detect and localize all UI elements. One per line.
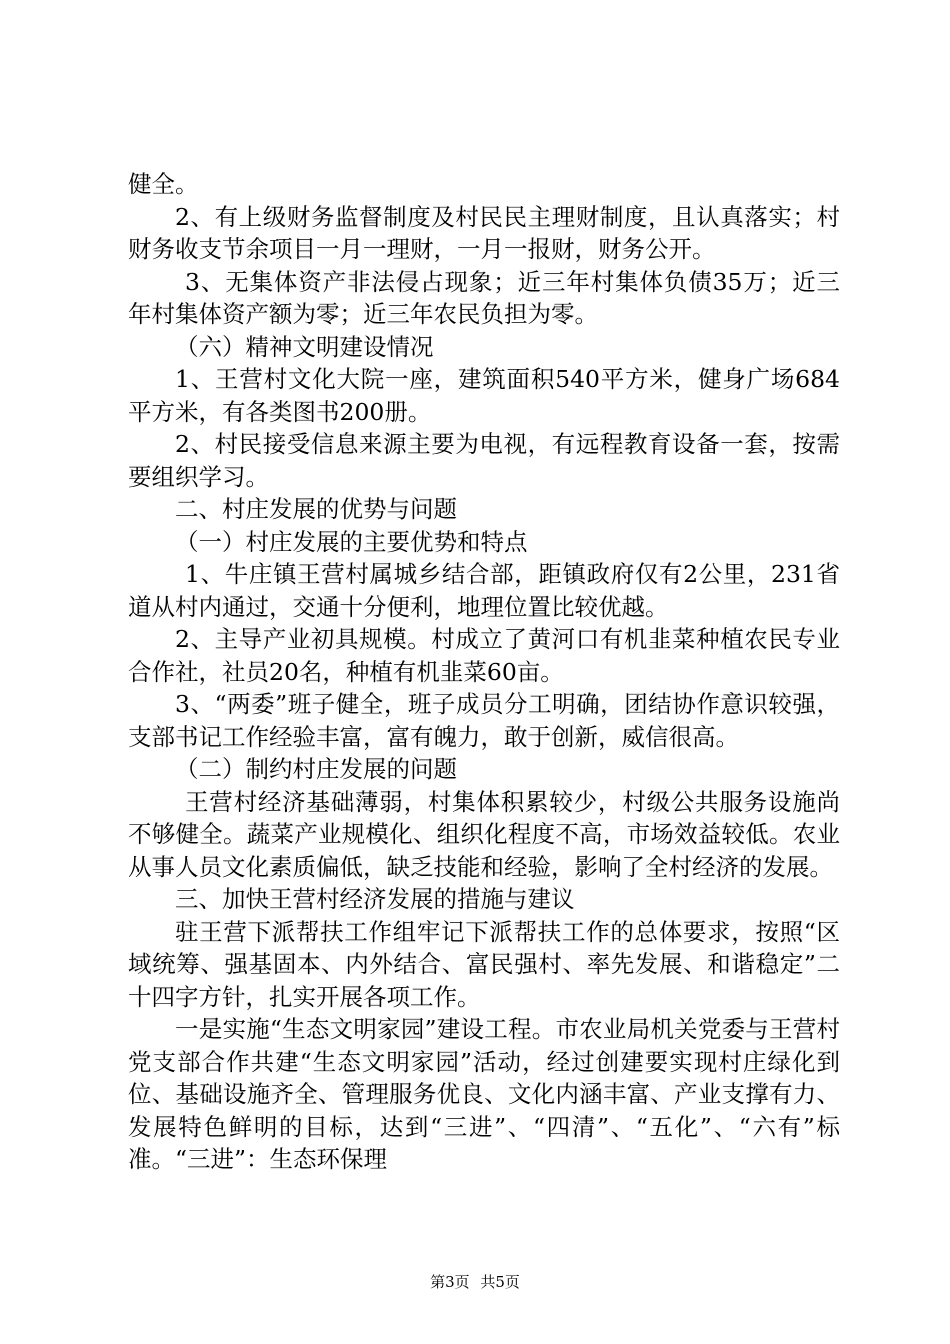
page-number: 第3页 bbox=[430, 1273, 470, 1291]
paragraph: 2、村民接受信息来源主要为电视，有远程教育设备一套，按需要组织学习。 bbox=[128, 430, 840, 491]
paragraph: 2、主导产业初具规模。村成立了黄河口有机韭菜种植农民专业合作社，社员20名，种植有机韭菜60亩。 bbox=[128, 625, 840, 686]
paragraph: 3、无集体资产非法侵占现象；近三年村集体负债35万；近三年村集体资产额为零；近三年农民负担为零。 bbox=[128, 267, 840, 328]
page-footer bbox=[0, 1271, 950, 1292]
paragraph: 王营村经济基础薄弱，村集体积累较少，村级公共服务设施尚不够健全。蔬菜产业规模化、组织化程度不高，市场效益较低。农业从事人员文化素质偏低，缺乏技能和经验，影响了全村经济的发展。 bbox=[128, 787, 840, 881]
document-body bbox=[128, 168, 840, 1176]
page-total: 共5页 bbox=[480, 1273, 520, 1291]
paragraph: 驻王营下派帮扶工作组牢记下派帮扶工作的总体要求，按照“区域统筹、强基固本、内外结合、富民强村、率先发展、和谐稳定”二十四字方针，扎实开展各项工作。 bbox=[128, 917, 840, 1011]
section-heading: 三、加快王营村经济发展的措施与建议 bbox=[175, 885, 575, 913]
paragraph: 健全。 bbox=[128, 170, 199, 198]
section-heading: （一）村庄发展的主要优势和特点 bbox=[175, 527, 528, 556]
paragraph: 3、“两委”班子健全，班子成员分工明确，团结协作意识较强，支部书记工作经验丰富，富有魄力，敢于创新，威信很高。 bbox=[128, 690, 840, 751]
paragraph: 一是实施“生态文明家园”建设工程。市农业局机关党委与王营村党支部合作共建“生态文明家园”活动，经过创建要实现村庄绿化到位、基础设施齐全、管理服务优良、文化内涵丰富、产业支撑有力、发展特色鲜明的目标，达到“三进”、“四清”、“五化”、“六有”标准。“三进”：生态环保理 bbox=[128, 1015, 840, 1173]
section-heading: （六）精神文明建设情况 bbox=[175, 332, 434, 361]
paragraph: 1、牛庄镇王营村属城乡结合部，距镇政府仅有2公里，231省道从村内通过，交通十分便利，地理位置比较优越。 bbox=[128, 560, 840, 621]
paragraph: 1、王营村文化大院一座，建筑面积540平方米，健身广场684平方米，有各类图书200册。 bbox=[128, 365, 840, 426]
section-heading: （二）制约村庄发展的问题 bbox=[175, 755, 457, 783]
section-heading: 二、村庄发展的优势与问题 bbox=[175, 495, 457, 523]
paragraph: 2、有上级财务监督制度及村民民主理财制度，且认真落实；村财务收支节余项目一月一理财，一月一报财，财务公开。 bbox=[128, 202, 840, 263]
